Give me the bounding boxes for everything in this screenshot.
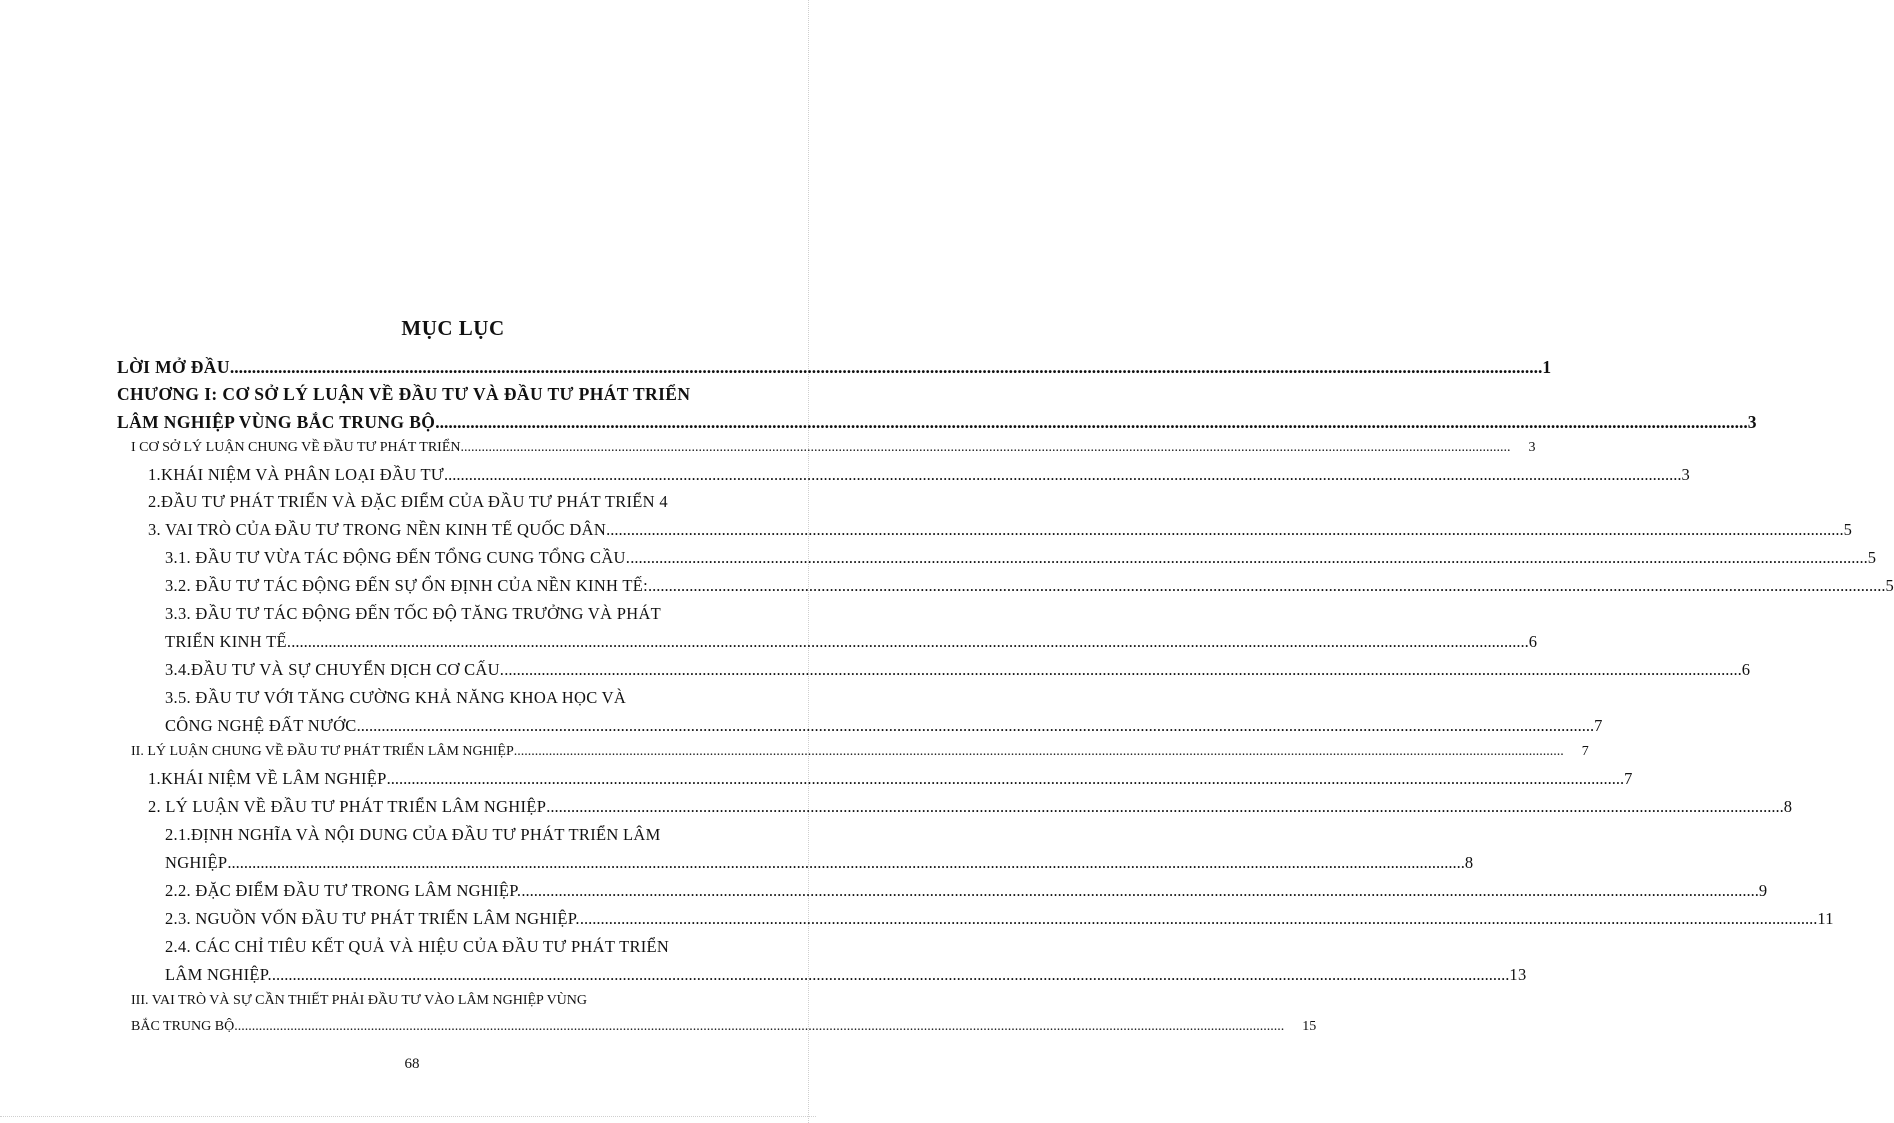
toc-entry[interactable]: 3.5. ĐẦU TƯ VỚI TĂNG CƯỜNG KHẢ NĂNG KHOA HỌC VÀ	[165, 688, 627, 707]
dot-leader: ............................................................................................................................................................................................................................................................................................................	[435, 412, 1748, 432]
dot-leader: ............................................................................................................................................................................................................................................................................................................	[606, 520, 1844, 539]
toc-entry[interactable]: 3.4.ĐẦU TƯ VÀ SỰ CHUYỂN DỊCH CƠ CẤU. ............................................................................................................................................................................................................................................................................................................ 6	[165, 657, 736, 683]
toc-entry[interactable]: II. LÝ LUẬN CHUNG VỀ ĐẦU TƯ PHÁT TRIỂN LÂM NGHIỆP ............................................................................................................................................................................................................................................................................................................ 7	[131, 739, 736, 765]
toc-entry[interactable]: 2.3. NGUỒN VỐN ĐẦU TƯ PHÁT TRIỂN LÂM NGHIỆP. ............................................................................................................................................................................................................................................................................................................ 11	[165, 906, 736, 932]
dot-leader: ............................................................................................................................................................................................................................................................................................................	[460, 440, 1511, 455]
dot-leader: ............................................................................................................................................................................................................................................................................................................	[291, 632, 1529, 651]
dot-leader: ............................................................................................................................................................................................................................................................................................................	[386, 769, 1625, 788]
toc-entry[interactable]: CHƯƠNG I: CƠ SỞ LÝ LUẬN VỀ ĐẦU TƯ VÀ ĐẦU TƯ PHÁT TRIỂN	[117, 384, 691, 404]
dot-leader: ............................................................................................................................................................................................................................................................................................................	[630, 548, 1868, 567]
toc-entry[interactable]: CÔNG NGHỆ ĐẤT NƯỚC ............................................................................................................................................................................................................................................................................................................ 7	[165, 713, 736, 739]
toc-entry[interactable]: 3. VAI TRÒ CỦA ĐẦU TƯ TRONG NỀN KINH TẾ QUỐC DÂN ............................................................................................................................................................................................................................................................................................................ 5	[148, 517, 736, 543]
dot-leader: ............................................................................................................................................................................................................................................................................................................	[356, 716, 1595, 735]
toc-entry[interactable]: BẮC TRUNG BỘ ............................................................................................................................................................................................................................................................................................................ 15	[131, 1014, 736, 1040]
toc-entry[interactable]: III. VAI TRÒ VÀ SỰ CẦN THIẾT PHẢI ĐẦU TƯ VÀO LÂM NGHIỆP VÙNG	[131, 993, 588, 1008]
dot-leader: ............................................................................................................................................................................................................................................................................................................	[648, 576, 1886, 595]
dot-leader: ............................................................................................................................................................................................................................................................................................................	[513, 744, 1564, 759]
toc-entry[interactable]: 2.1.ĐỊNH NGHĨA VÀ NỘI DUNG CỦA ĐẦU TƯ PHÁT TRIỂN LÂM	[165, 825, 661, 844]
toc-entry[interactable]: LỜI MỞ ĐẦU ............................................................................................................................................................................................................................................................................................................ 1	[117, 354, 734, 380]
page-border-bottom	[0, 1116, 816, 1118]
toc-entry[interactable]: 2.ĐẦU TƯ PHÁT TRIỂN VÀ ĐẶC ĐIỂM CỦA ĐẦU TƯ PHÁT TRIỂN 4	[148, 492, 668, 511]
toc-entry[interactable]: 1.KHÁI NIỆM VỀ LÂM NGHIỆP ............................................................................................................................................................................................................................................................................................................ 7	[148, 766, 736, 792]
toc-entry[interactable]: 2.2. ĐẶC ĐIỂM ĐẦU TƯ TRONG LÂM NGHIỆP. ............................................................................................................................................................................................................................................................................................................ 9	[165, 878, 736, 904]
toc-entry[interactable]: LÂM NGHIỆP VÙNG BẮC TRUNG BỘ ............................................................................................................................................................................................................................................................................................................ 3	[117, 409, 734, 435]
dot-leader: ............................................................................................................................................................................................................................................................................................................	[521, 881, 1759, 900]
dot-leader: ............................................................................................................................................................................................................................................................................................................	[271, 965, 1510, 984]
dot-leader: ............................................................................................................................................................................................................................................................................................................	[546, 797, 1784, 816]
dot-leader: ............................................................................................................................................................................................................................................................................................................	[579, 909, 1818, 928]
toc-entry[interactable]: 3.3. ĐẦU TƯ TÁC ĐỘNG ĐẾN TỐC ĐỘ TĂNG TRƯỞNG VÀ PHÁT	[165, 604, 662, 623]
dot-leader: ............................................................................................................................................................................................................................................................................................................	[234, 1019, 1285, 1034]
toc-entry[interactable]: 3.1. ĐẦU TƯ VỪA TÁC ĐỘNG ĐẾN TỔNG CUNG TỔNG CẦU. ............................................................................................................................................................................................................................................................................................................ 5	[165, 545, 736, 571]
toc-entry[interactable]: 2.4. CÁC CHỈ TIÊU KẾT QUẢ VÀ HIỆU CỦA ĐẦU TƯ PHÁT TRIỂN	[165, 937, 670, 956]
toc-entry[interactable]: LÂM NGHIỆP. ............................................................................................................................................................................................................................................................................................................ 13	[165, 962, 736, 988]
toc-entry[interactable]: 2. LÝ LUẬN VỀ ĐẦU TƯ PHÁT TRIỂN LÂM NGHIỆP ............................................................................................................................................................................................................................................................................................................ 8	[148, 794, 736, 820]
page-title: MỤC LỤC	[401, 316, 505, 340]
toc-entry[interactable]: 3.2. ĐẦU TƯ TÁC ĐỘNG ĐẾN SỰ ỔN ĐỊNH CỦA NỀN KINH TẾ: ............................................................................................................................................................................................................................................................................................................ 5	[165, 573, 736, 599]
page-number: 68	[404, 1056, 420, 1072]
dot-leader: ............................................................................................................................................................................................................................................................................................................	[504, 660, 1742, 679]
dot-leader: ............................................................................................................................................................................................................................................................................................................	[229, 357, 1543, 377]
toc-entry[interactable]: I CƠ SỞ LÝ LUẬN CHUNG VỀ ĐẦU TƯ PHÁT TRIỂN ............................................................................................................................................................................................................................................................................................................ 3	[131, 435, 736, 461]
dot-leader: ............................................................................................................................................................................................................................................................................................................	[444, 465, 1682, 484]
toc-entry[interactable]: TRIỂN KINH TẾ. ............................................................................................................................................................................................................................................................................................................ 6	[165, 629, 736, 655]
toc-entry[interactable]: 1.KHÁI NIỆM VÀ PHÂN LOẠI ĐẦU TƯ ............................................................................................................................................................................................................................................................................................................ 3	[148, 462, 736, 488]
toc-entry[interactable]: NGHIỆP ............................................................................................................................................................................................................................................................................................................ 8	[165, 850, 736, 876]
dot-leader: ............................................................................................................................................................................................................................................................................................................	[227, 853, 1465, 872]
